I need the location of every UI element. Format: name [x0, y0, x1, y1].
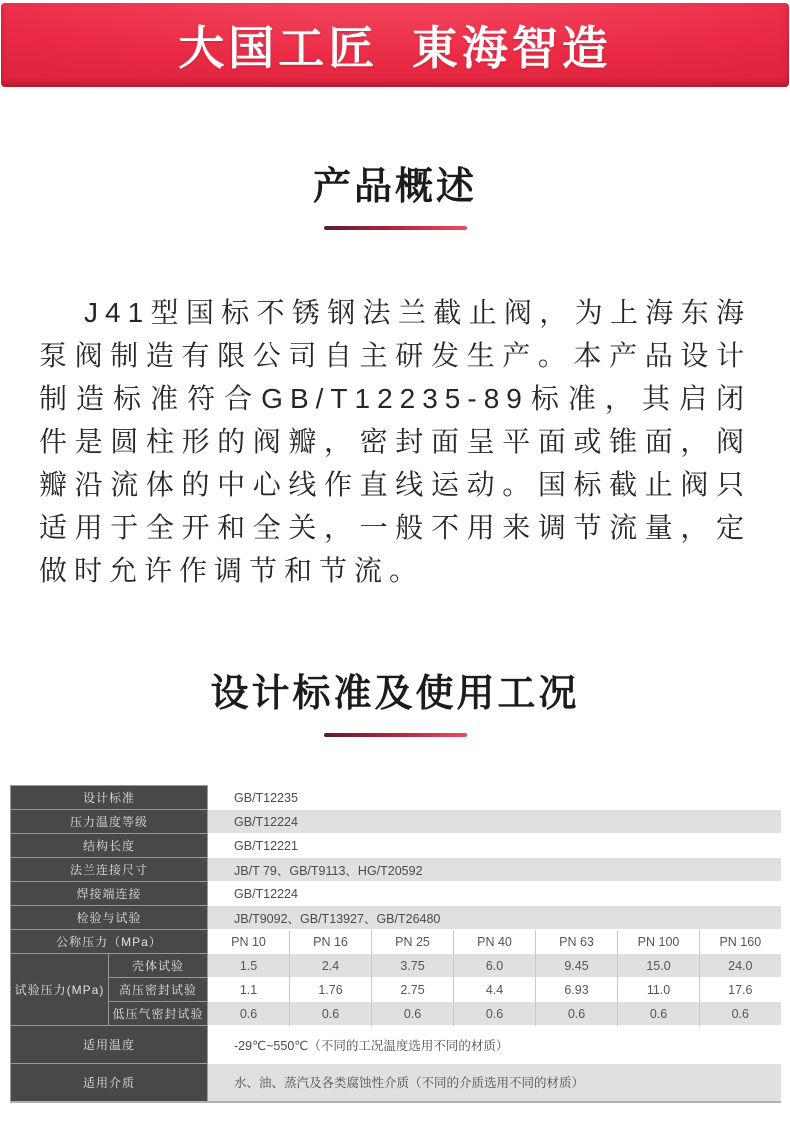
value-cell: 6.0: [454, 954, 536, 978]
value-cell: 0.6: [700, 1002, 781, 1026]
table-row: [11, 810, 781, 834]
value-cell: 1.76: [290, 978, 372, 1002]
value-cell: 15.0: [618, 954, 700, 978]
pn-cell: PN 63: [536, 930, 618, 954]
value-cell: 1.1: [208, 978, 290, 1002]
spec-value: GB/T12221: [208, 834, 781, 858]
value-cell: 17.6: [700, 978, 781, 1002]
spec-sublabel: 低压气密封试验: [109, 1002, 208, 1026]
table-row-hp-seal-test: [11, 978, 781, 1002]
value-cell: 0.6: [208, 1002, 290, 1026]
spec-label: 设计标准: [11, 786, 208, 810]
pn-cell: PN 10: [208, 930, 290, 954]
overview-title-underline: [324, 226, 467, 230]
value-cell: 1.5: [208, 954, 290, 978]
value-cell: 0.6: [454, 1002, 536, 1026]
table-row: [11, 906, 781, 930]
spec-label: 焊接端连接: [11, 882, 208, 906]
test-pressure-label: 试验压力(MPa): [11, 954, 109, 1026]
value-cell: 9.45: [536, 954, 618, 978]
value-cell: 24.0: [700, 954, 781, 978]
specs-section-title: 设计标准及使用工况: [210, 673, 580, 715]
value-cell: 0.6: [536, 1002, 618, 1026]
table-row: [11, 882, 781, 906]
spec-value: 水、油、蒸汽及各类腐蚀性介质（不同的介质选用不同的材质）: [208, 1064, 781, 1102]
spec-value: GB/T12224: [208, 882, 781, 906]
spec-label: 公称压力（MPa）: [11, 930, 208, 954]
spec-label: 检验与试验: [11, 906, 208, 930]
pn-cell: PN 16: [290, 930, 372, 954]
value-cell: 2.4: [290, 954, 372, 978]
spec-sublabel: 壳体试验: [109, 954, 208, 978]
overview-paragraph: J41型国标不锈钢法兰截止阀，为上海东海泵阀制造有限公司自主研发生产。本产品设计制造标准符合GB/T12235-89标准，其启闭件是圆柱形的阀瓣，密封面呈平面或锥面，阀瓣沿流体的中心线作直线运动。国标截止阀只适用于全开和全关，一般不用来调节流量，定做时允许作调节和节流。: [39, 297, 751, 586]
value-cell: 3.75: [372, 954, 454, 978]
spec-label: 结构长度: [11, 834, 208, 858]
pn-cell: PN 160: [700, 930, 781, 954]
value-cell: 2.75: [372, 978, 454, 1002]
spec-label: 压力温度等级: [11, 810, 208, 834]
spec-value: JB/T 79、GB/T9113、HG/T20592: [208, 858, 781, 882]
banner-title: 大国工匠 東海智造: [178, 22, 612, 74]
value-cell: 6.93: [536, 978, 618, 1002]
table-row: [11, 786, 781, 810]
spec-value: GB/T12235: [208, 786, 781, 810]
value-cell: 0.6: [290, 1002, 372, 1026]
value-cell: 0.6: [618, 1002, 700, 1026]
spec-sublabel: 高压密封试验: [109, 978, 208, 1002]
table-row-shell-test: [11, 954, 781, 978]
spec-value: -29℃~550℃（不同的工况温度选用不同的材质）: [208, 1026, 781, 1064]
spec-label: 适用温度: [11, 1026, 208, 1064]
spec-table: [10, 785, 781, 1103]
spec-label: 法兰连接尺寸: [11, 858, 208, 882]
value-cell: 4.4: [454, 978, 536, 1002]
table-row-lp-air-seal-test: [11, 1002, 781, 1026]
specs-title-underline: [324, 733, 467, 737]
overview-section-title: 产品概述: [312, 166, 477, 208]
pn-cell: PN 25: [372, 930, 454, 954]
top-banner: [1, 3, 789, 87]
table-row: [11, 858, 781, 882]
pn-cell: PN 100: [618, 930, 700, 954]
spec-label: 适用介质: [11, 1064, 208, 1102]
value-cell: 0.6: [372, 1002, 454, 1026]
table-row-medium: [11, 1064, 781, 1102]
spec-value: GB/T12224: [208, 810, 781, 834]
table-row-nominal-pressure: [11, 930, 781, 954]
spec-value: JB/T9092、GB/T13927、GB/T26480: [208, 906, 781, 930]
table-row-temperature: [11, 1026, 781, 1064]
pn-cell: PN 40: [454, 930, 536, 954]
value-cell: 11.0: [618, 978, 700, 1002]
table-row: [11, 834, 781, 858]
